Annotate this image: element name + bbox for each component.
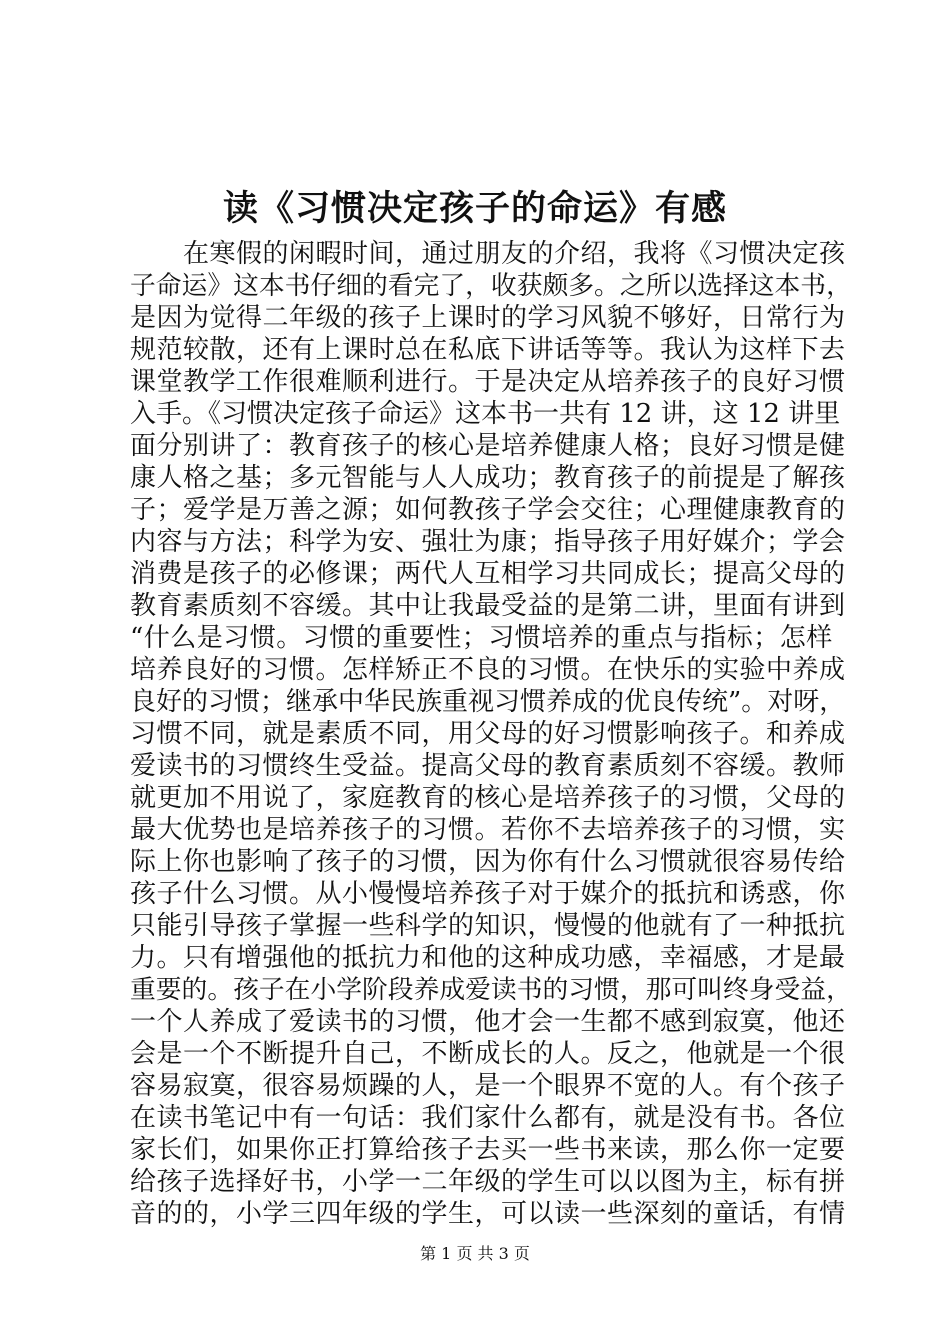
page-title: 读《习惯决定孩子的命运》有感 bbox=[222, 188, 727, 229]
paragraph-line: 家长们，如果你正打算给孩子去买一些书来读，那么你一定要 bbox=[130, 1135, 846, 1165]
paragraph-line: “什么是习惯。习惯的重要性；习惯培养的重点与指标；怎样 bbox=[130, 623, 833, 653]
paragraph-line: 孩子什么习惯。从小慢慢培养孩子对于媒介的抵抗和诱惑，你 bbox=[130, 879, 846, 909]
paragraph-line: 入手。《习惯决定孩子命运》这本书一共有 12 讲，这 12 讲里 bbox=[130, 399, 841, 429]
page-footer: 第 1 页 共 3 页 bbox=[420, 1244, 530, 1263]
paragraph-line: 子；爱学是万善之源；如何教孩子学会交往；心理健康教育的 bbox=[130, 495, 846, 525]
paragraph-line: 力。只有增强他的抵抗力和他的这种成功感，幸福感，才是最 bbox=[130, 943, 846, 973]
paragraph-line: 规范较散，还有上课时总在私底下讲话等等。我认为这样下去 bbox=[130, 335, 846, 365]
paragraph-line: 会是一个不断提升自己，不断成长的人。反之，他就是一个很 bbox=[130, 1039, 846, 1069]
paragraph-line: 重要的。孩子在小学阶段养成爱读书的习惯，那可叫终身受益， bbox=[130, 975, 852, 1005]
paragraph-line: 是因为觉得二年级的孩子上课时的学习风貌不够好，日常行为 bbox=[130, 303, 846, 333]
paragraph-line: 康人格之基；多元智能与人人成功；教育孩子的前提是了解孩 bbox=[130, 463, 846, 493]
paragraph-line: 培养良好的习惯。怎样矫正不良的习惯。在快乐的实验中养成 bbox=[130, 655, 846, 685]
paragraph-line: 面分别讲了：教育孩子的核心是培养健康人格；良好习惯是健 bbox=[130, 431, 846, 461]
paragraph-line: 内容与方法；科学为安、强壮为康；指导孩子用好媒介；学会 bbox=[130, 527, 846, 557]
paragraph-line: 际上你也影响了孩子的习惯，因为你有什么习惯就很容易传给 bbox=[130, 847, 846, 877]
paragraph-line: 习惯不同，就是素质不同，用父母的好习惯影响孩子。和养成 bbox=[130, 719, 846, 749]
paragraph-line: 爱读书的习惯终生受益。提高父母的教育素质刻不容缓。教师 bbox=[130, 751, 846, 781]
paragraph-line: 在读书笔记中有一句话：我们家什么都有，就是没有书。各位 bbox=[130, 1103, 846, 1133]
paragraph-line: 课堂教学工作很难顺利进行。于是决定从培养孩子的良好习惯 bbox=[130, 367, 846, 397]
paragraph-line: 子命运》这本书仔细的看完了，收获颇多。之所以选择这本书， bbox=[130, 271, 852, 301]
paragraph-line: 就更加不用说了，家庭教育的核心是培养孩子的习惯，父母的 bbox=[130, 783, 846, 813]
body-paragraph bbox=[130, 238, 850, 1230]
paragraph-line: 消费是孩子的必修课；两代人互相学习共同成长；提高父母的 bbox=[130, 559, 846, 589]
paragraph-line: 最大优势也是培养孩子的习惯。若你不去培养孩子的习惯，实 bbox=[130, 815, 846, 845]
paragraph-line: 音的的，小学三四年级的学生，可以读一些深刻的童话，有情 bbox=[130, 1199, 846, 1229]
paragraph-line: 给孩子选择好书，小学一二年级的学生可以以图为主，标有拼 bbox=[130, 1167, 846, 1197]
paragraph-line: 在寒假的闲暇时间，通过朋友的介绍，我将《习惯决定孩 bbox=[130, 239, 846, 269]
paragraph-line: 教育素质刻不容缓。其中让我最受益的是第二讲，里面有讲到 bbox=[130, 591, 846, 621]
paragraph-line: 容易寂寞，很容易烦躁的人，是一个眼界不宽的人。有个孩子 bbox=[130, 1071, 846, 1101]
paragraph-line: 只能引导孩子掌握一些科学的知识，慢慢的他就有了一种抵抗 bbox=[130, 911, 846, 941]
paragraph-line: 一个人养成了爱读书的习惯，他才会一生都不感到寂寞，他还 bbox=[130, 1007, 846, 1037]
paragraph-line: 良好的习惯；继承中华民族重视习惯养成的优良传统”。对呀， bbox=[130, 687, 846, 717]
